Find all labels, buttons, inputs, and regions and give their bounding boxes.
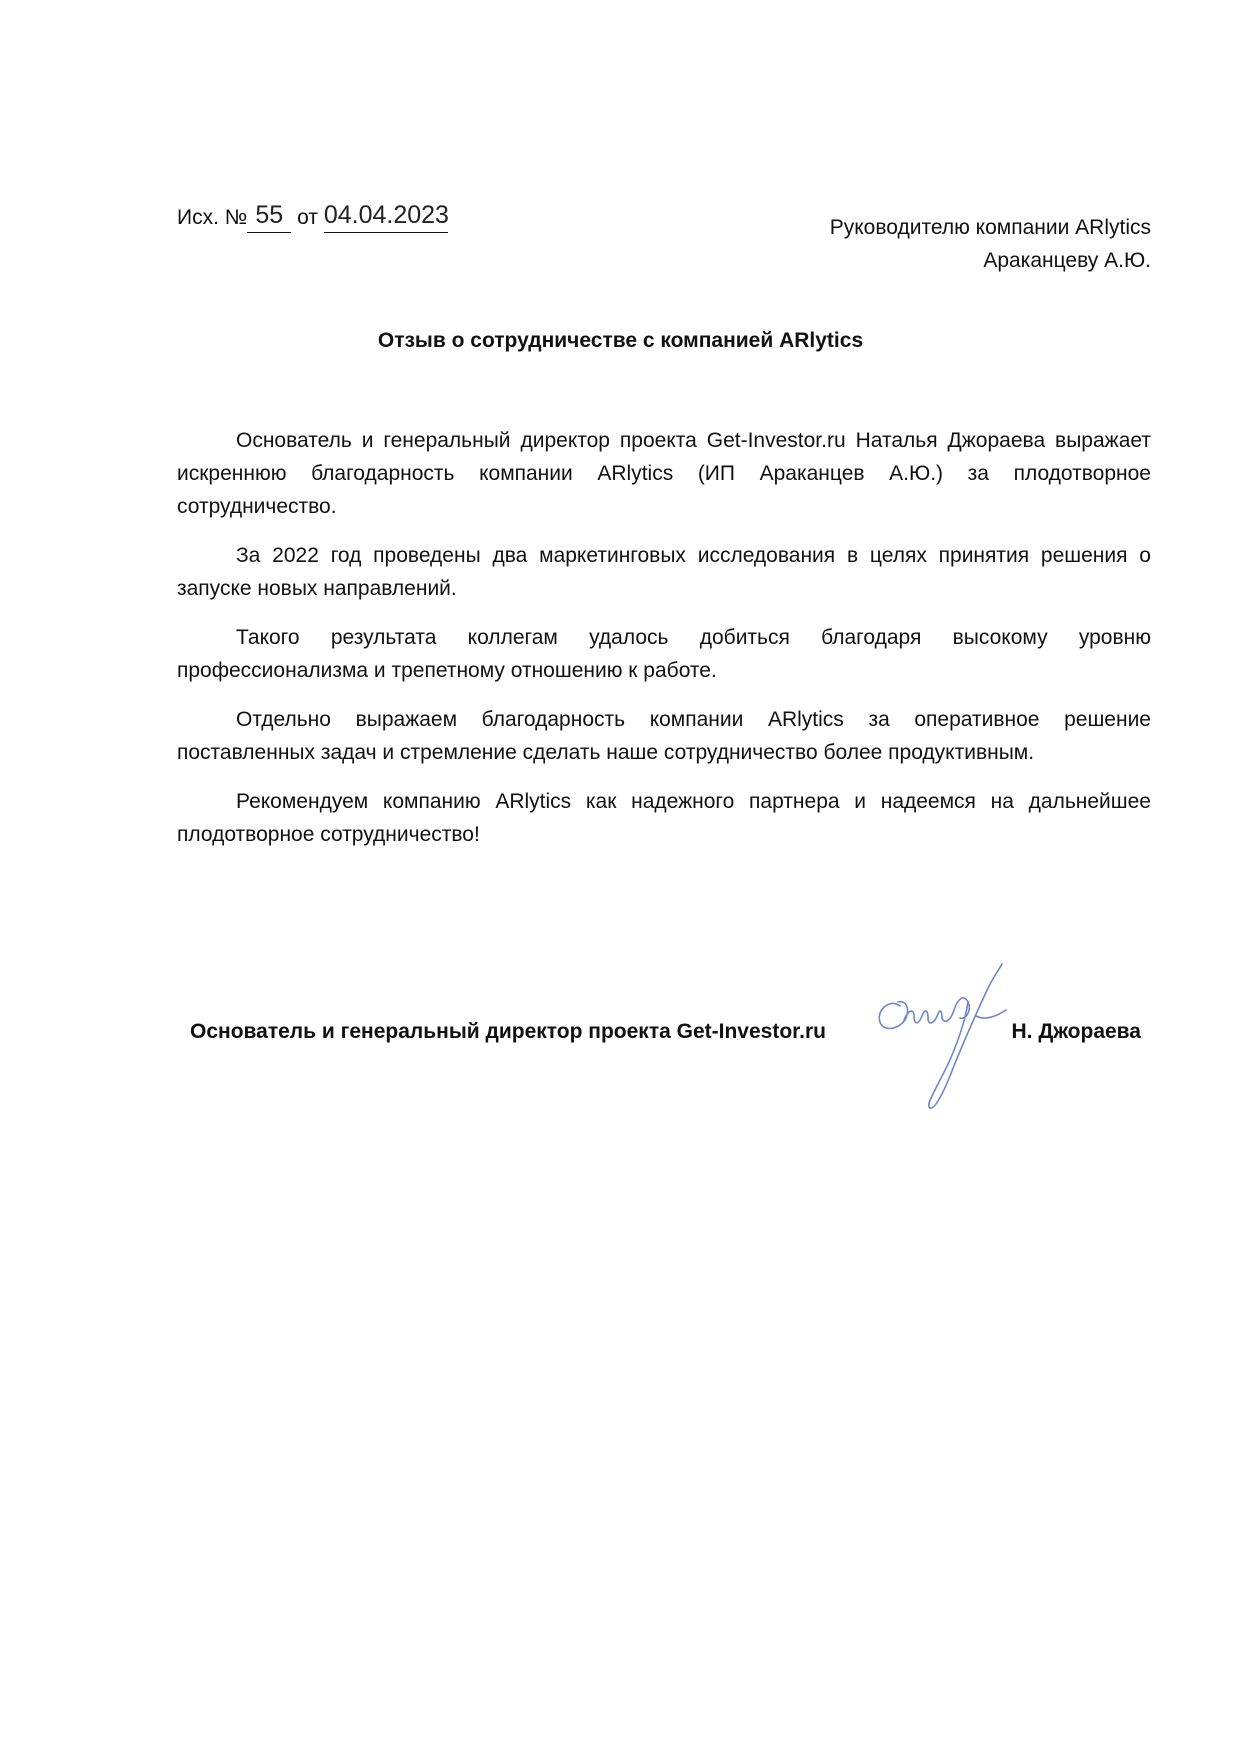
outgoing-number-line: [177, 201, 449, 233]
signatory-name: Н. Джораева: [1011, 1020, 1141, 1043]
paragraph: Основатель и генеральный директор проекта Get-Investor.ru Наталья Джораева выражает искреннюю благодарность компании ARlytics (ИП Араканцев А.Ю.) за плодотворное сотрудничество.: [177, 429, 1151, 518]
paragraph: Такого результата коллегам удалось добиться благодаря высокому уровню профессионализма и трепетному отношению к работе.: [177, 626, 1151, 682]
outgoing-number-field: [247, 201, 291, 233]
outgoing-prefix: Исх. №: [177, 206, 248, 229]
paragraph: Рекомендуем компанию ARlytics как надежного партнера и надеемся на дальнейшее плодотворное сотрудничество!: [177, 790, 1151, 846]
date-field: [323, 201, 449, 233]
paragraph: Отдельно выражаем благодарность компании ARlytics за оперативное решение поставленных задач и стремление сделать наше сотрудничество более продуктивным.: [177, 708, 1151, 764]
paragraph: За 2022 год проведены два маркетинговых исследования в целях принятия решения о запуске новых направлений.: [177, 544, 1151, 600]
signatory-role: Основатель и генеральный директор проекта Get-Investor.ru: [190, 1020, 826, 1043]
outgoing-number: 55: [255, 201, 284, 229]
letter-body: [177, 424, 1151, 867]
addressee: [830, 211, 1151, 277]
addressee-line-1: Руководителю компании ARlytics: [829, 216, 1151, 239]
signature-strokes: [879, 964, 1006, 1108]
document-title: Отзыв о сотрудничестве с компанией ARlytics: [377, 329, 864, 352]
outgoing-date: 04.04.2023: [323, 201, 449, 229]
addressee-line-2: Араканцеву А.Ю.: [983, 249, 1151, 272]
date-prefix: от: [297, 206, 318, 229]
